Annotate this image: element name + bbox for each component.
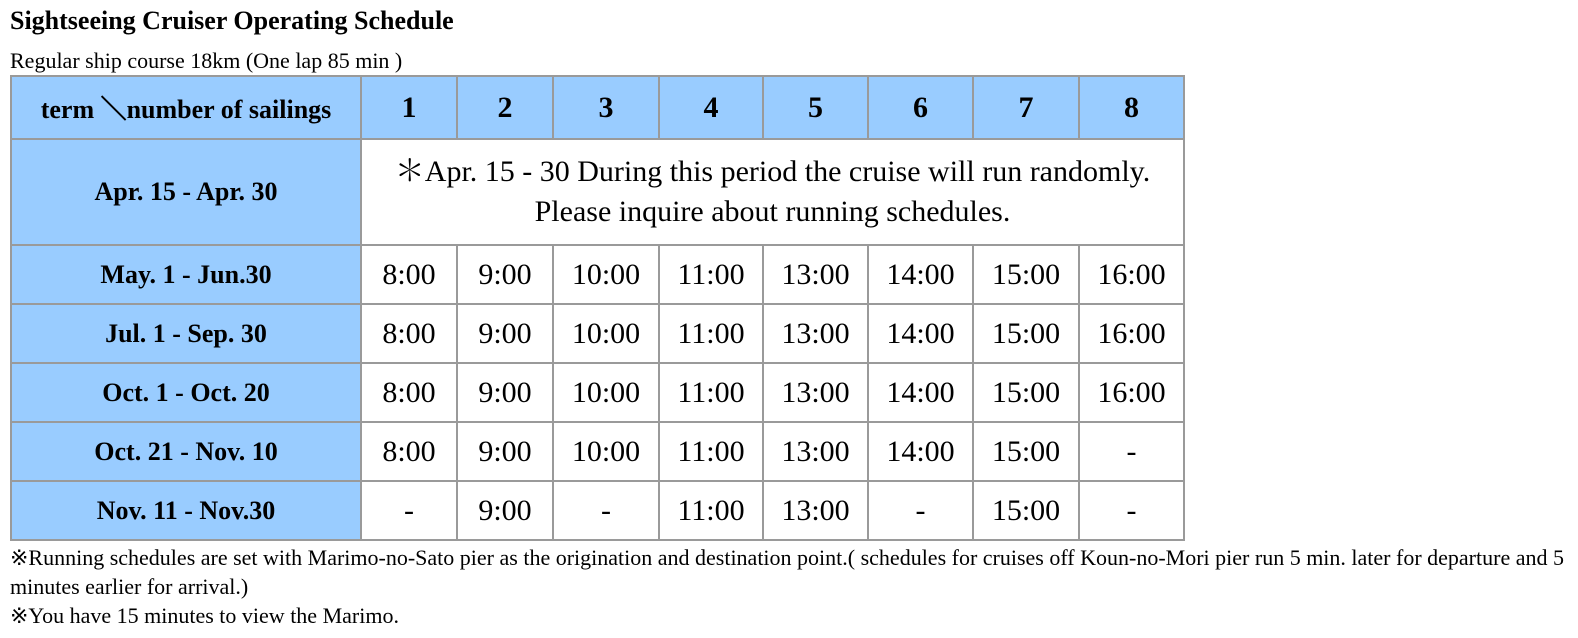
sailing-column-header: 2 [457, 76, 553, 139]
departure-time: 8:00 [361, 304, 457, 363]
sailing-column-header: 5 [763, 76, 868, 139]
footer-notes [10, 543, 1572, 630]
departure-time: 11:00 [659, 363, 763, 422]
table-row [11, 245, 1184, 304]
departure-time: 16:00 [1079, 245, 1184, 304]
departure-time: 11:00 [659, 245, 763, 304]
departure-time: 11:00 [659, 481, 763, 540]
viewing-time-note: ※You have 15 minutes to view the Marimo. [10, 603, 399, 628]
sailing-column-header: 1 [361, 76, 457, 139]
departure-time: 14:00 [868, 304, 973, 363]
corner-header: term ＼number of sailings [11, 76, 361, 139]
departure-time: 15:00 [973, 422, 1079, 481]
sailing-column-header: 4 [659, 76, 763, 139]
departure-time: - [1079, 422, 1184, 481]
random-period-note [361, 139, 1184, 245]
departure-time: 15:00 [973, 304, 1079, 363]
table-row [11, 139, 1184, 245]
departure-time: 9:00 [457, 481, 553, 540]
sailing-column-header: 3 [553, 76, 659, 139]
departure-time: - [553, 481, 659, 540]
departure-time: 9:00 [457, 363, 553, 422]
pier-note: ※Running schedules are set with Marimo-no-Sato pier as the origination and destination point.( schedules for cruises off Koun-no-Mori pier run 5 min. later for departure and 5 minutes earlier for arrival.) [10, 545, 1564, 599]
term-label: Nov. 11 - Nov.30 [11, 481, 361, 540]
page-title: Sightseeing Cruiser Operating Schedule [10, 6, 454, 35]
departure-time: 11:00 [659, 304, 763, 363]
term-label: Oct. 21 - Nov. 10 [11, 422, 361, 481]
term-label: May. 1 - Jun.30 [11, 245, 361, 304]
departure-time: 13:00 [763, 245, 868, 304]
sailing-column-header: 6 [868, 76, 973, 139]
course-subtitle: Regular ship course 18km (One lap 85 min ) [10, 48, 403, 73]
term-label: Oct. 1 - Oct. 20 [11, 363, 361, 422]
departure-time: 9:00 [457, 245, 553, 304]
departure-time: 16:00 [1079, 304, 1184, 363]
departure-time: - [868, 481, 973, 540]
sailing-column-header: 7 [973, 76, 1079, 139]
term-label: Apr. 15 - Apr. 30 [11, 139, 361, 245]
departure-time: 13:00 [763, 422, 868, 481]
departure-time: 10:00 [553, 304, 659, 363]
departure-time: 16:00 [1079, 363, 1184, 422]
departure-time: 15:00 [973, 481, 1079, 540]
departure-time: 13:00 [763, 304, 868, 363]
departure-time: 11:00 [659, 422, 763, 481]
departure-time: 8:00 [361, 245, 457, 304]
term-label: Jul. 1 - Sep. 30 [11, 304, 361, 363]
random-period-note-line: Please inquire about running schedules. [534, 195, 1011, 228]
table-row [11, 363, 1184, 422]
departure-time: 8:00 [361, 422, 457, 481]
departure-time: 13:00 [763, 363, 868, 422]
departure-time: 10:00 [553, 245, 659, 304]
departure-time: 14:00 [868, 245, 973, 304]
departure-time: 15:00 [973, 363, 1079, 422]
departure-time: 14:00 [868, 422, 973, 481]
departure-time: 8:00 [361, 363, 457, 422]
table-row [11, 422, 1184, 481]
departure-time: 10:00 [553, 363, 659, 422]
sailing-column-header: 8 [1079, 76, 1184, 139]
random-period-note-line: ＊Apr. 15 - 30 During this period the cruise will run randomly. [394, 155, 1151, 188]
departure-time: - [361, 481, 457, 540]
schedule-table [10, 75, 1185, 541]
departure-time: 13:00 [763, 481, 868, 540]
departure-time: 10:00 [553, 422, 659, 481]
departure-time: - [1079, 481, 1184, 540]
header-row [11, 76, 1184, 139]
departure-time: 14:00 [868, 363, 973, 422]
departure-time: 9:00 [457, 422, 553, 481]
table-row [11, 304, 1184, 363]
departure-time: 9:00 [457, 304, 553, 363]
departure-time: 15:00 [973, 245, 1079, 304]
table-row [11, 481, 1184, 540]
